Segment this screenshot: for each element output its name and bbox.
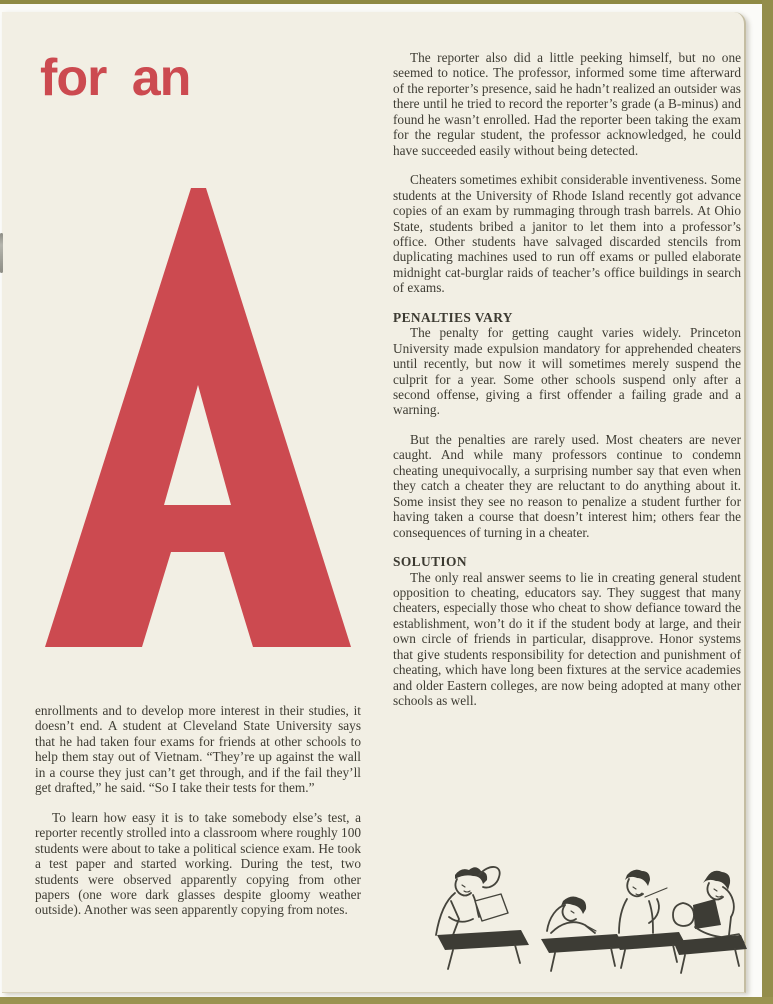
staple-mark [0,233,3,273]
article-kicker: for an [40,49,191,107]
paragraph: But the penalties are rarely used. Most cheaters are never caught. And while many professors continue to condemn cheating unequivocally, a surprising number say that even when they catch a cheater they are reluctant to do anything about it. Some insist they see no reason to penalize a student further for having taken a course that doesn’t interest him; others fear the consequences of turning in a cheater. [393,431,741,540]
scan-border-right [762,0,773,1004]
section-heading-penalties-vary: PENALTIES VARY [393,309,513,325]
paragraph: To learn how easy it is to take somebody else’s test, a reporter recently strolled into a classroom where roughly 100 students were about to take a political science exam. He took a test paper and started working. During the test, two students were observed apparently copying from other papers (one wore dark glasses despite gloomy weather outside). Another was seen apparently copying from notes. [35,809,361,918]
section-heading-solution: SOLUTION [393,554,467,570]
paragraph: The reporter also did a little peeking himself, but no one seemed to notice. The professor, informed some time afterward of the reporter’s presence, said he hadn’t realized an outsider was there until he tried to record the reporter’s grade (a B-minus) and found he wasn’t enrolled. Had the reporter been taking the exam for the regular student, the professor acknowledged, he could have succeeded easily without being detected. [393,50,741,158]
paragraph: The penalty for getting caught varies widely. Princeton University made expulsion mandatory for apprehended cheaters until recently, but now it will sometimes merely suspend the culprit for a year. Some other schools suspend only after a second offense, giving a first offender a failing grade and a warning. [393,325,741,418]
scan-border-bottom [0,997,773,1004]
magazine-page [2,12,746,993]
left-text-column [35,703,361,932]
students-illustration [415,861,747,979]
paragraph: Cheaters sometimes exhibit considerable inventiveness. Some students at the University of Rhode Island recently got advance copies of an exam by rummaging through trash barrels. At Ohio State, students bribed a janitor to let them into a professor’s office. Other students have salvaged discarded stencils from duplicating machines used to run off exams or pulled elaborate midnight cat-burglar raids of teacher’s office buildings in search of exams. [393,172,741,296]
big-letter-a-graphic [45,188,351,647]
paragraph: The only real answer seems to lie in creating general student opposition to cheating, educators say. They suggest that many cheaters, especially those who cheat to show defiance toward the establishment, won’t do it if the student body at large, and their own circle of friends in particular, disapprove. Honor systems that give students responsibility for detection and punishment of cheating, which have long been fixtures at the service academies and older Eastern colleges, are now being adopted at many other schools as well. [393,569,741,709]
scan-border-top [0,0,773,4]
right-text-column [393,50,741,723]
paragraph: enrollments and to develop more interest in their studies, it doesn’t end. A student at Cleveland State University says that he had taken four exams for friends at other schools to help them stay out of Vietnam. “They’re up against the wall in a course they just can’t get through, and if the fail they’ll get drafted,” he said. “So I take their tests for them.” [35,703,361,796]
